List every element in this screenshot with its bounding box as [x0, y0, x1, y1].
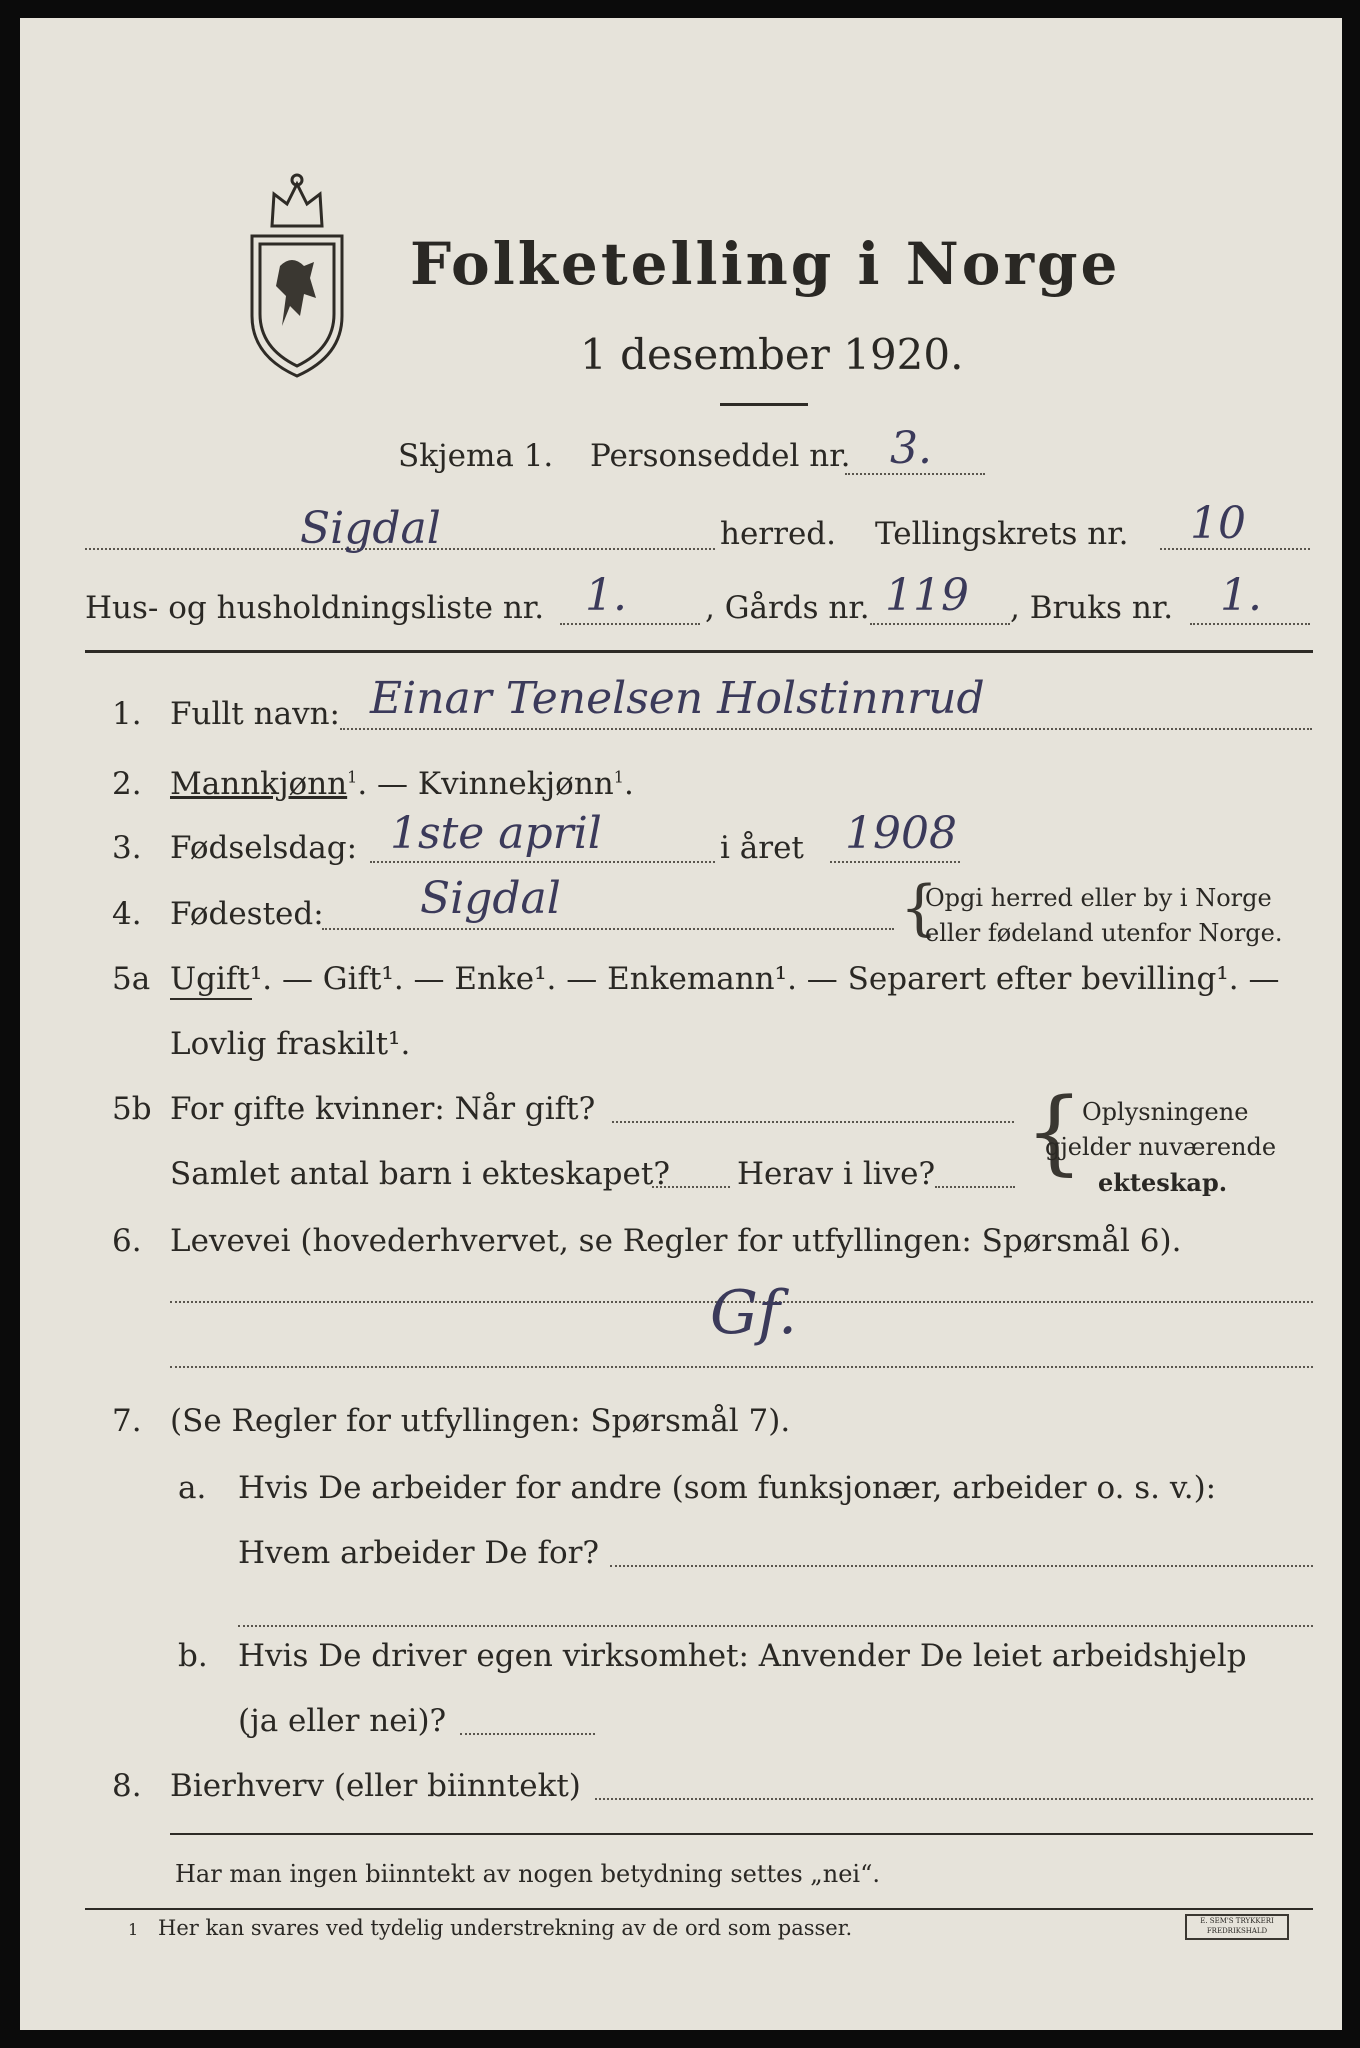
q5b-alive-line: [935, 1186, 1015, 1188]
q7a-line-1: [610, 1565, 1313, 1567]
q6-value: Gf.: [710, 1278, 798, 1348]
tellingskrets-label: Tellingskrets nr.: [875, 516, 1129, 552]
title-divider: [720, 403, 808, 406]
gards-label: , Gårds nr.: [705, 590, 870, 626]
bruks-value: 1.: [1220, 570, 1262, 621]
tellingskrets-value: 10: [1190, 498, 1246, 549]
q7b-letter: b.: [178, 1638, 208, 1674]
q4-number: 4.: [112, 896, 142, 932]
q7-number: 7.: [112, 1403, 142, 1439]
q6-number: 6.: [112, 1223, 142, 1259]
personseddel-label: Personseddel nr.: [590, 438, 851, 474]
q5b-children-label: Samlet antal barn i ekteskapet?: [170, 1156, 670, 1192]
q4-value: Sigdal: [420, 873, 561, 924]
q5a-number: 5a: [112, 961, 151, 997]
q4-brace: {: [900, 873, 939, 943]
hus-label: Hus- og husholdningsliste nr.: [85, 590, 545, 626]
q6-label: Levevei (hovederhvervet, se Regler for utfyllingen: Spørsmål 6).: [170, 1223, 1182, 1259]
q6-line-2: [170, 1366, 1313, 1368]
q7a-text: Hvis De arbeider for andre (som funksjonær, arbeider o. s. v.):: [238, 1470, 1217, 1506]
bruks-label: , Bruks nr.: [1010, 590, 1174, 626]
bruks-line: [1190, 623, 1310, 625]
q5a-line-1: Ugift¹. — Gift¹. — Enke¹. — Enkemann¹. — Separert efter bevilling¹. —: [170, 961, 1280, 997]
q7b-text: Hvis De driver egen virksomhet: Anvender De leiet arbeidshjelp: [238, 1638, 1247, 1674]
q7a-line-2: [238, 1625, 1313, 1627]
hus-line: [560, 623, 700, 625]
q4-note-2: eller fødeland utenfor Norge.: [925, 919, 1283, 947]
herred-label: herred.: [720, 516, 836, 552]
footnote-mark: 1: [128, 1920, 139, 1939]
printer-stamp: E. SEM'S TRYKKERI FREDRIKSHALD: [1185, 1914, 1289, 1940]
q3-value: 1ste april: [390, 808, 602, 859]
q7a-letter: a.: [178, 1470, 207, 1506]
hus-value: 1.: [585, 570, 627, 621]
q7b-question: (ja eller nei)?: [238, 1703, 447, 1739]
q2-sep: . —: [357, 766, 418, 802]
schema-label: Skjema 1.: [398, 438, 554, 474]
gards-value: 119: [885, 570, 969, 621]
census-date: 1 desember 1920.: [580, 330, 964, 379]
q7b-line: [460, 1733, 595, 1735]
q2-end: .: [623, 766, 634, 802]
q3-number: 3.: [112, 830, 142, 866]
header-divider: [85, 650, 1313, 653]
q2-number: 2.: [112, 766, 142, 802]
q4-line: [322, 928, 894, 930]
footer-divider: [85, 1908, 1313, 1910]
q7a-question: Hvem arbeider De for?: [238, 1535, 600, 1571]
q5b-note-2: gjelder nuværende: [1045, 1133, 1277, 1161]
census-form: [20, 18, 1342, 2030]
q2-gender: Mannkjønn$^1$. — Kvinnekjønn$^1$.: [170, 766, 634, 802]
q5b-number: 5b: [112, 1091, 152, 1127]
q1-label: Fullt navn:: [170, 696, 340, 732]
q4-label: Fødested:: [170, 896, 324, 932]
q7-label: (Se Regler for utfyllingen: Spørsmål 7).: [170, 1403, 791, 1439]
q5b-married-line: [612, 1121, 1014, 1123]
q3-year-line: [830, 861, 960, 863]
q1-number: 1.: [112, 696, 142, 732]
q8-divider: [170, 1833, 1313, 1835]
biinntekt-note: Har man ingen biinntekt av nogen betydning settes „nei“.: [175, 1860, 880, 1888]
q5b-brace: {: [1025, 1078, 1084, 1185]
q1-line: [340, 728, 1312, 730]
personseddel-value: 3.: [890, 423, 932, 474]
q5a-line-2: Lovlig fraskilt¹.: [170, 1026, 411, 1062]
q4-note-1: Opgi herred eller by i Norge: [925, 884, 1272, 912]
q1-value: Einar Tenelsen Holstinnrud: [370, 673, 985, 724]
q3-label: Fødselsdag:: [170, 830, 358, 866]
q3-line: [370, 861, 715, 863]
q5b-children-line: [652, 1186, 730, 1188]
q5b-alive-label: Herav i live?: [737, 1156, 936, 1192]
q8-number: 8.: [112, 1768, 142, 1804]
norway-coat-of-arms-icon: [242, 166, 352, 381]
q3-year-value: 1908: [845, 808, 957, 859]
q5b-note-1: Oplysningene: [1082, 1098, 1249, 1126]
q5b-note-3: ekteskap.: [1098, 1168, 1228, 1197]
q3-year-label: i året: [720, 830, 804, 866]
q5a-ugift-underline: [170, 998, 252, 1000]
form-title: Folketelling i Norge: [410, 230, 1121, 298]
q8-line: [595, 1798, 1313, 1800]
gards-line: [870, 623, 1010, 625]
q2-male: Mannkjønn: [170, 766, 348, 802]
footnote-text: Her kan svares ved tydelig understrekning av de ord som passer.: [158, 1916, 853, 1940]
herred-value: Sigdal: [300, 503, 441, 554]
q5b-line-1: For gifte kvinner: Når gift?: [170, 1091, 596, 1127]
q2-female: Kvinnekjønn: [417, 766, 614, 802]
q8-label: Bierhverv (eller biinntekt): [170, 1768, 581, 1804]
